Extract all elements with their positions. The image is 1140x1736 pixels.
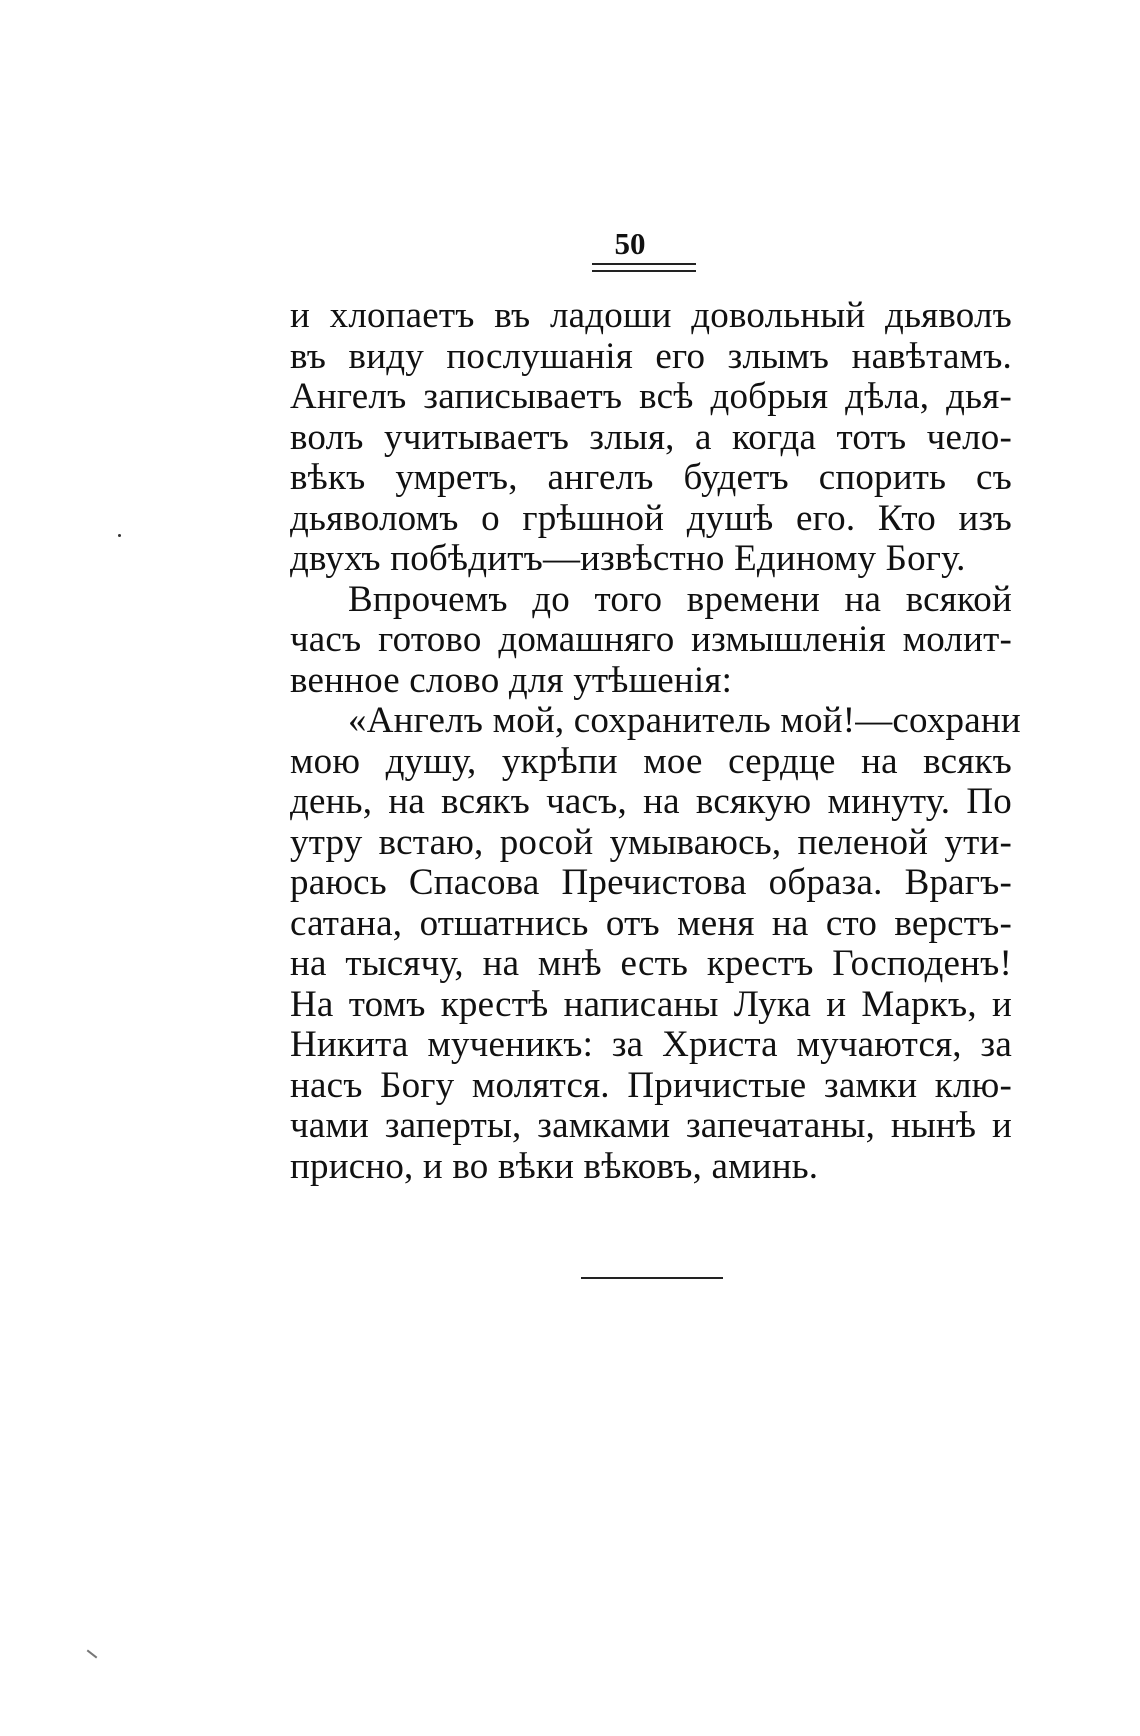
text-line: Ангелъ записываетъ всѣ добрыя дѣла, дья- xyxy=(290,376,1012,417)
text-line: на тысячу, на мнѣ есть крестъ Господенъ! xyxy=(290,943,1012,984)
text-line: и хлопаетъ въ ладоши довольный дьяволъ xyxy=(290,295,1012,336)
text-line: сатана, отшатнись отъ меня на сто верстъ- xyxy=(290,902,1012,944)
text-line: день, на всякъ часъ, на всякую минуту. По xyxy=(290,781,1012,822)
text-line: въ виду послушанія его злымъ навѣтамъ. xyxy=(290,335,1012,377)
text-line: двухъ побѣдитъ—извѣстно Единому Богу. xyxy=(290,538,966,579)
text-line: «Ангелъ мой, сохранитель мой!—сохрани xyxy=(348,700,1021,741)
text-line: волъ учитываетъ злыя, а когда тотъ чело- xyxy=(290,416,1012,458)
end-rule xyxy=(581,1277,723,1279)
text-line: вѣкъ умретъ, ангелъ будетъ спорить съ xyxy=(290,457,1012,498)
body-text xyxy=(290,295,1021,1187)
text-line: присно, и во вѣки вѣковъ, аминь. xyxy=(290,1145,819,1187)
text-line: раюсь Спасова Пречистова образа. Врагъ- xyxy=(290,862,1012,903)
scan-speck xyxy=(118,534,121,537)
text-line: чами заперты, замками запечатаны, нынѣ и xyxy=(290,1105,1012,1146)
text-line: венное слово для утѣшенія: xyxy=(290,659,733,701)
text-line: Никита мученикъ: за Христа мучаются, за xyxy=(290,1024,1012,1065)
text-line: насъ Богу молятся. Причистые замки клю- xyxy=(290,1064,1012,1106)
page-number: 50 xyxy=(614,226,646,261)
text-line: На томъ крестѣ написаны Лука и Маркъ, и xyxy=(290,983,1012,1025)
text-line: дьяволомъ о грѣшной душѣ его. Кто изъ xyxy=(290,497,1012,539)
page-number-rule xyxy=(592,263,696,272)
text-line: Впрочемъ до того времени на всякой xyxy=(348,578,1012,620)
scan-speck xyxy=(87,1650,98,1659)
text-line: часъ готово домашняго измышленія молит- xyxy=(290,619,1012,660)
text-line: мою душу, укрѣпи мое сердце на всякъ xyxy=(290,740,1012,782)
text-line: утру встаю, росой умываюсь, пеленой ути- xyxy=(290,821,1012,863)
